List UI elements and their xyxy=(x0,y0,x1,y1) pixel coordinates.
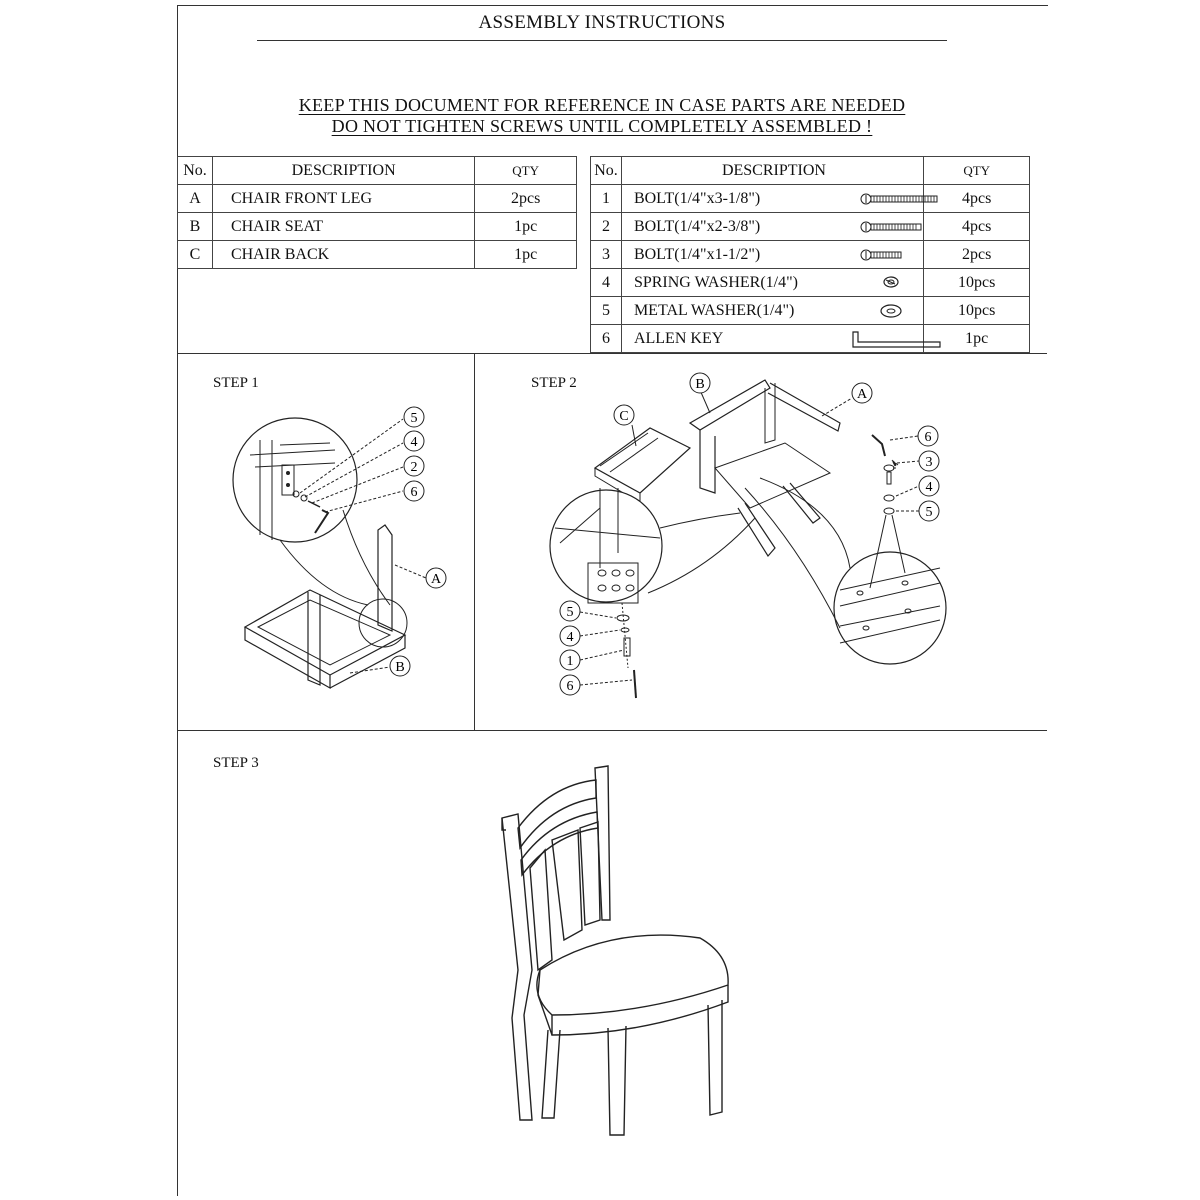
hardware-header-description: DESCRIPTION xyxy=(621,157,923,185)
step2-callout-C xyxy=(614,405,634,425)
step2-callout-5b xyxy=(560,601,580,621)
allen-key-icon xyxy=(850,330,944,350)
steps-top-rule xyxy=(177,353,1047,354)
part-no: B xyxy=(178,213,213,241)
parts-header-no: No. xyxy=(178,157,213,185)
table-row xyxy=(591,269,1030,297)
step2-callout-6b xyxy=(560,675,580,695)
hardware-no: 4 xyxy=(591,269,622,297)
long-bolt-icon xyxy=(860,193,940,205)
step2-diagram xyxy=(540,368,1010,713)
hardware-qty: 1pc xyxy=(924,325,1030,353)
part-description: CHAIR BACK xyxy=(212,241,474,269)
parts-header-qty: QTY xyxy=(475,157,577,185)
svg-text:6: 6 xyxy=(924,430,932,445)
svg-text:A: A xyxy=(856,387,868,402)
svg-text:1: 1 xyxy=(566,654,574,669)
step2-callout-4b xyxy=(560,626,580,646)
step1-diagram xyxy=(200,395,470,715)
hardware-header-no: No. xyxy=(591,157,622,185)
step2-callout-B xyxy=(690,373,710,393)
hardware-table xyxy=(590,156,1030,353)
step2-callout-3 xyxy=(919,451,939,471)
svg-text:3: 3 xyxy=(925,455,933,470)
step2-callout-6 xyxy=(918,426,938,446)
step1-callout-5 xyxy=(404,407,424,427)
table-row xyxy=(591,325,1030,353)
part-no: C xyxy=(178,241,213,269)
hardware-label: BOLT(1/4"x1-1/2") xyxy=(633,245,761,263)
parts-table xyxy=(177,156,577,269)
hardware-description xyxy=(621,185,923,213)
parts-table-header xyxy=(178,157,577,185)
hardware-qty: 10pcs xyxy=(924,297,1030,325)
svg-text:4: 4 xyxy=(925,480,933,495)
part-description: CHAIR SEAT xyxy=(212,213,474,241)
hardware-description xyxy=(621,325,923,353)
step2-callout-A xyxy=(852,383,872,403)
hardware-description xyxy=(621,241,923,269)
step3-label: STEP 3 xyxy=(213,755,259,771)
svg-text:A: A xyxy=(430,572,442,587)
hardware-label: BOLT(1/4"x3-1/8") xyxy=(633,189,761,207)
hardware-label: METAL WASHER(1/4") xyxy=(633,301,795,319)
svg-text:6: 6 xyxy=(566,679,574,694)
part-no: A xyxy=(178,185,213,213)
svg-text:4: 4 xyxy=(410,435,418,450)
parts-header-description: DESCRIPTION xyxy=(212,157,474,185)
assembled-chair-drawing xyxy=(490,760,750,1140)
step1-callout-4 xyxy=(404,431,424,451)
short-bolt-icon xyxy=(860,249,904,261)
svg-text:2: 2 xyxy=(410,460,418,475)
notice-do-not-tighten: DO NOT TIGHTEN SCREWS UNTIL COMPLETELY ASSEMBLED ! xyxy=(331,116,873,136)
table-row xyxy=(591,241,1030,269)
step1-label: STEP 1 xyxy=(213,375,259,391)
step2-callout-5 xyxy=(919,501,939,521)
svg-text:5: 5 xyxy=(566,605,574,620)
table-row xyxy=(178,241,577,269)
table-row xyxy=(591,297,1030,325)
table-row xyxy=(591,213,1030,241)
part-description: CHAIR FRONT LEG xyxy=(212,185,474,213)
step1-callout-2 xyxy=(404,456,424,476)
svg-text:6: 6 xyxy=(410,485,418,500)
svg-text:B: B xyxy=(395,660,405,675)
step3-top-rule xyxy=(177,730,1047,731)
hardware-qty: 2pcs xyxy=(924,241,1030,269)
part-qty: 2pcs xyxy=(475,185,577,213)
table-row xyxy=(178,185,577,213)
part-qty: 1pc xyxy=(475,241,577,269)
step1-callout-6 xyxy=(404,481,424,501)
spring-washer-icon xyxy=(882,274,900,290)
hardware-description xyxy=(621,213,923,241)
svg-text:4: 4 xyxy=(566,630,574,645)
step2-label: STEP 2 xyxy=(531,375,577,391)
hardware-table-header xyxy=(591,157,1030,185)
title-rule xyxy=(257,40,947,41)
svg-text:B: B xyxy=(695,377,705,392)
step1-callout-B xyxy=(390,656,410,676)
hardware-no: 3 xyxy=(591,241,622,269)
metal-washer-icon xyxy=(878,303,904,319)
svg-text:5: 5 xyxy=(410,411,418,426)
notice-keep-document: KEEP THIS DOCUMENT FOR REFERENCE IN CASE PARTS ARE NEEDED xyxy=(298,95,906,115)
hardware-label: SPRING WASHER(1/4") xyxy=(633,273,798,291)
hardware-no: 1 xyxy=(591,185,622,213)
hardware-qty: 10pcs xyxy=(924,269,1030,297)
hardware-label: ALLEN KEY xyxy=(633,329,724,347)
hardware-label: BOLT(1/4"x2-3/8") xyxy=(633,217,761,235)
hardware-no: 2 xyxy=(591,213,622,241)
hardware-description xyxy=(621,297,923,325)
table-row xyxy=(178,213,577,241)
table-row xyxy=(591,185,1030,213)
hardware-qty: 4pcs xyxy=(924,213,1030,241)
step-divider xyxy=(474,353,475,730)
step1-callout-A xyxy=(426,568,446,588)
hardware-description xyxy=(621,269,923,297)
hardware-qty: 4pcs xyxy=(924,185,1030,213)
svg-text:5: 5 xyxy=(925,505,933,520)
hardware-header-qty: QTY xyxy=(924,157,1030,185)
part-qty: 1pc xyxy=(475,213,577,241)
medium-bolt-icon xyxy=(860,221,924,233)
step2-callout-1 xyxy=(560,650,580,670)
svg-text:C: C xyxy=(619,409,629,424)
step2-callout-4 xyxy=(919,476,939,496)
hardware-no: 5 xyxy=(591,297,622,325)
hardware-no: 6 xyxy=(591,325,622,353)
page-title: ASSEMBLY INSTRUCTIONS xyxy=(478,12,726,33)
